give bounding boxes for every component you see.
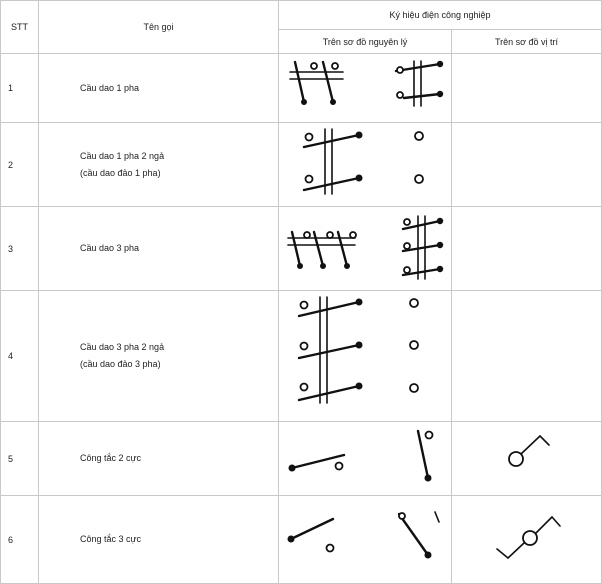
row-1-name: Cầu dao 1 pha [80, 82, 140, 93]
switch-3pole-horizontal-symbol [288, 519, 334, 552]
row-4-subname: (cầu dao đảo 3 pha) [80, 359, 161, 369]
contact-pair-symbol [415, 132, 423, 183]
switch-2pole-horizontal-symbol [289, 455, 345, 472]
row-2-name: Cầu dao 1 pha 2 ngả [80, 150, 165, 161]
switch-3pole-vertical-symbol [399, 512, 439, 559]
changeover-1p-symbol [304, 129, 363, 194]
row-3-stt: 3 [1, 207, 39, 291]
switch-3pole-plan-symbol [497, 517, 560, 558]
row-6-name: Công tắc 3 cực [80, 534, 142, 544]
header-stt: STT [1, 1, 39, 54]
row-2-stt: 2 [1, 123, 39, 207]
row-1-stt: 1 [1, 54, 39, 123]
header-position: Trên sơ đồ vị trí [452, 30, 602, 54]
switch-3p-horizontal-symbol [288, 232, 356, 269]
contact-triple-symbol [410, 299, 418, 392]
switch-2pole-vertical-symbol [418, 431, 433, 482]
row-4-name: Cầu dao 3 pha 2 ngả [80, 342, 165, 352]
row-5-name: Công tắc 2 cực [80, 453, 142, 463]
switch-1p-vertical-symbol [396, 61, 443, 106]
switch-3p-vertical-symbol [403, 216, 443, 279]
header-group: Ký hiệu điện công nghiệp [279, 1, 602, 30]
row-5-stt: 5 [1, 422, 39, 496]
changeover-3p-symbol [299, 297, 363, 403]
row-6-stt: 6 [1, 496, 39, 584]
header-schematic: Trên sơ đồ nguyên lý [279, 30, 452, 54]
switch-1p-horizontal-symbol [290, 62, 343, 105]
header-name: Tên gọi [39, 1, 279, 54]
row-2-subname: (cầu dao đảo 1 pha) [80, 167, 161, 178]
row-4-stt: 4 [1, 291, 39, 422]
switch-2pole-plan-symbol [509, 436, 549, 466]
row-3-name: Cầu dao 3 pha [80, 243, 140, 253]
